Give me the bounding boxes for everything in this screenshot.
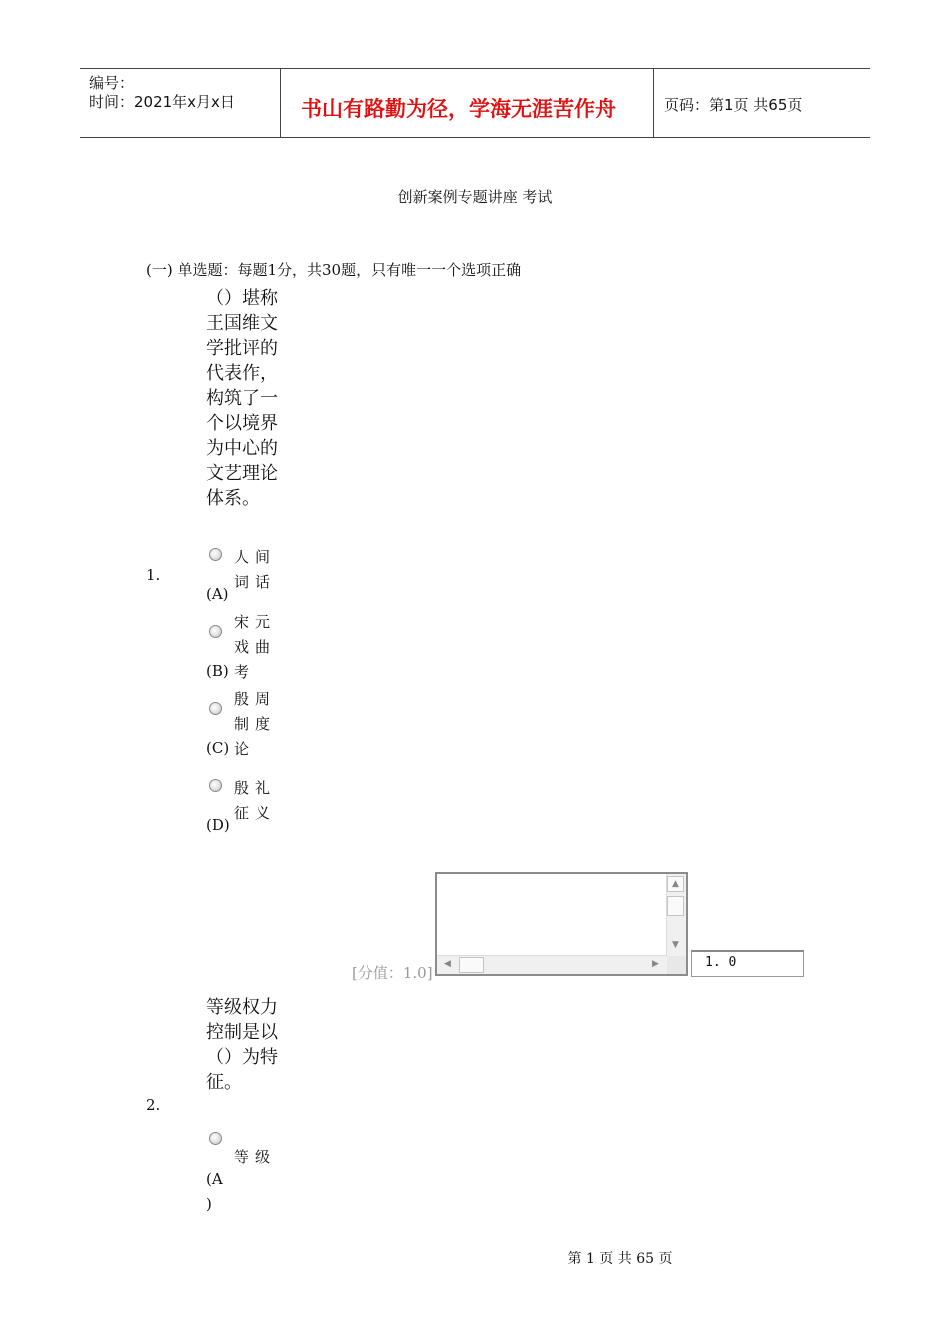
section-title: (一) 单选题：每题1分，共30题，只有唯一一个选项正确 bbox=[146, 261, 522, 279]
header-table bbox=[80, 68, 870, 138]
page-footer: 第 1 页 共 65 页 bbox=[567, 1251, 673, 1267]
option-2a-text: 等级 bbox=[234, 1148, 277, 1166]
scroll-down-icon[interactable]: ▼ bbox=[672, 940, 679, 950]
score-value-field[interactable]: 1. 0 bbox=[691, 950, 804, 977]
option-1a-radio[interactable] bbox=[209, 548, 222, 561]
option-2a-radio[interactable] bbox=[209, 1132, 222, 1145]
header-motto-cell bbox=[281, 69, 654, 137]
horizontal-scrollbar[interactable] bbox=[437, 955, 667, 974]
header-info-cell bbox=[80, 69, 281, 137]
option-1b-radio[interactable] bbox=[209, 625, 222, 638]
question-2-text: 等级权力控制是以（）为特征。 bbox=[206, 997, 278, 1093]
option-1a-label: (A) bbox=[206, 585, 229, 603]
option-1d-text: 殷礼征义 bbox=[234, 779, 277, 822]
question-1-score-label: [分值：1.0] bbox=[352, 964, 433, 982]
option-1d-label: (D) bbox=[206, 816, 230, 834]
question-1-text: （）堪称王国维文学批评的代表作，构筑了一个以境界为中心的文艺理论体系。 bbox=[206, 288, 278, 509]
number-label: 编号： bbox=[89, 74, 135, 92]
vertical-scrollbar[interactable] bbox=[666, 874, 686, 956]
option-1c-radio[interactable] bbox=[209, 702, 222, 715]
header-page-cell bbox=[654, 69, 870, 137]
date-label: 时间：2021年x月x日 bbox=[89, 93, 235, 111]
option-2a-label-tail: ) bbox=[206, 1195, 212, 1213]
scroll-h-thumb[interactable] bbox=[459, 957, 484, 973]
scroll-corner bbox=[667, 956, 686, 974]
option-1a-text: 人间词话 bbox=[234, 548, 277, 591]
motto: 书山有路勤为径，学海无涯苦作舟 bbox=[301, 97, 616, 121]
doc-title: 创新案例专题讲座 考试 bbox=[397, 188, 553, 206]
option-1c-text: 殷周制度论 bbox=[234, 690, 277, 758]
answer-textarea[interactable] bbox=[435, 872, 688, 976]
page-label: 页码：第1页 共65页 bbox=[664, 96, 803, 114]
question-2-number: 2. bbox=[146, 1096, 161, 1114]
scroll-thumb[interactable] bbox=[667, 896, 684, 916]
scroll-left-icon[interactable]: ◀ bbox=[444, 959, 451, 969]
option-1b-text: 宋元戏曲考 bbox=[234, 613, 277, 681]
option-1b-label: (B) bbox=[206, 662, 229, 680]
question-1-number: 1. bbox=[146, 566, 161, 584]
scroll-right-icon[interactable]: ▶ bbox=[652, 959, 659, 969]
option-1c-label: (C) bbox=[206, 739, 230, 757]
scroll-up-icon[interactable]: ▲ bbox=[667, 876, 684, 892]
option-2a-label: (A bbox=[206, 1170, 223, 1188]
option-1d-radio[interactable] bbox=[209, 779, 222, 792]
